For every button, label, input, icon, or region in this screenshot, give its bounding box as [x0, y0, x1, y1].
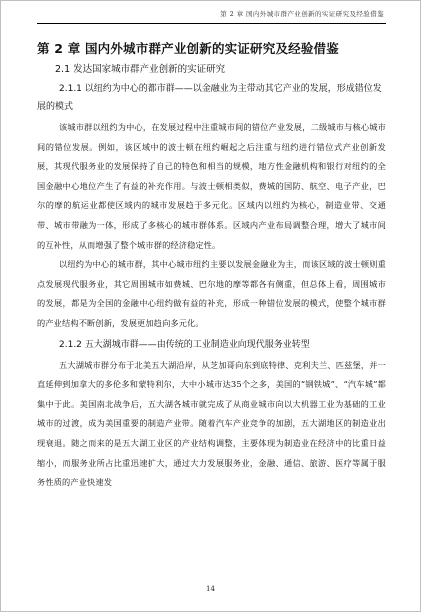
subsection-2-1-1 — [37, 80, 386, 334]
running-header: 第 2 章 国内外城市群产业创新的实证研究及经验借鉴 — [220, 10, 384, 18]
paragraph: 以纽约为中心的城市群，其中心城市纽约主要以发展金融业为主，而该区域的波士顿则重点发展现代服务业，其它周围城市如费城、巴尔地的摩等都各有侧重，但总体上看，周围城市的发展，都是为全国的金融中心纽约做有益的补充，形成一种错位发展的模式，使整个城市群的产业结构不断创新，发展更加趋向多元化。 — [37, 259, 386, 328]
subsection-title: 2.1.1 以纽约为中心的都市群——以金融业为主带动其它产业的发展，形成错位发展的模式 — [37, 84, 382, 112]
page-number: 14 — [206, 585, 215, 593]
paragraph: 该城市群以纽约为中心，在发展过程中注重城市间的错位产业发展，二级城市与核心城市间的错位发展。例如，该区域中的波士顿在纽约崛起之后注重与纽约进行错位式产业创新发展，其现代服务业的发展保持了自己的特色和相当的规模，地方性金融机构和银行对纽约的全国金融中心地位产生了有益的补充作用。与波士顿相类似，费城的国防、航空、电子产业，巴尔的摩的航运业都使区域内的城市发展趋于多元化。区域内以纽约为核心，制造业带、交通带、城市带融为一体，形成了多核心的城市群体系。区域内产业布局调整合理，增大了城市间的互补性，从而增强了整个城市群的经济稳定性。 — [37, 122, 386, 250]
header-divider — [37, 23, 386, 24]
chapter-title: 第 2 章 国内外城市群产业创新的实证研究及经验借鉴 — [37, 41, 339, 56]
subsection-2-1-2 — [37, 336, 386, 493]
paragraph: 五大湖城市群分布于北美五大湖沿岸，从芝加哥向东到底特律、克利夫兰、匹兹堡，并一直延伸到加拿大的多伦多和蒙特利尔，大中小城市达35个之多，美国的“钢铁城”、“汽车城”都集中于此。美国南北战争后，五大湖各城市就完成了从商业城市向以大机器工业为基础的工业城市的过渡，成为美国重要的制造产业带。随着汽车产业竞争的加剧，五大湖地区的制造业出现衰退。随之而来的是五大湖工业区的产业结构调整，主要体现为制造业在经济中的比重日益缩小，而服务业所占比重迅速扩大，通过大力发展服务业，金融、通信、旅游、医疗等属于服务性质的产业快速发 — [37, 359, 386, 488]
section-title: 2.1 发达国家城市群产业创新的实证研究 — [55, 64, 226, 75]
page-body — [37, 31, 386, 493]
subsection-title: 2.1.2 五大湖城市群——由传统的工业制造业向现代服务业转型 — [59, 339, 310, 350]
